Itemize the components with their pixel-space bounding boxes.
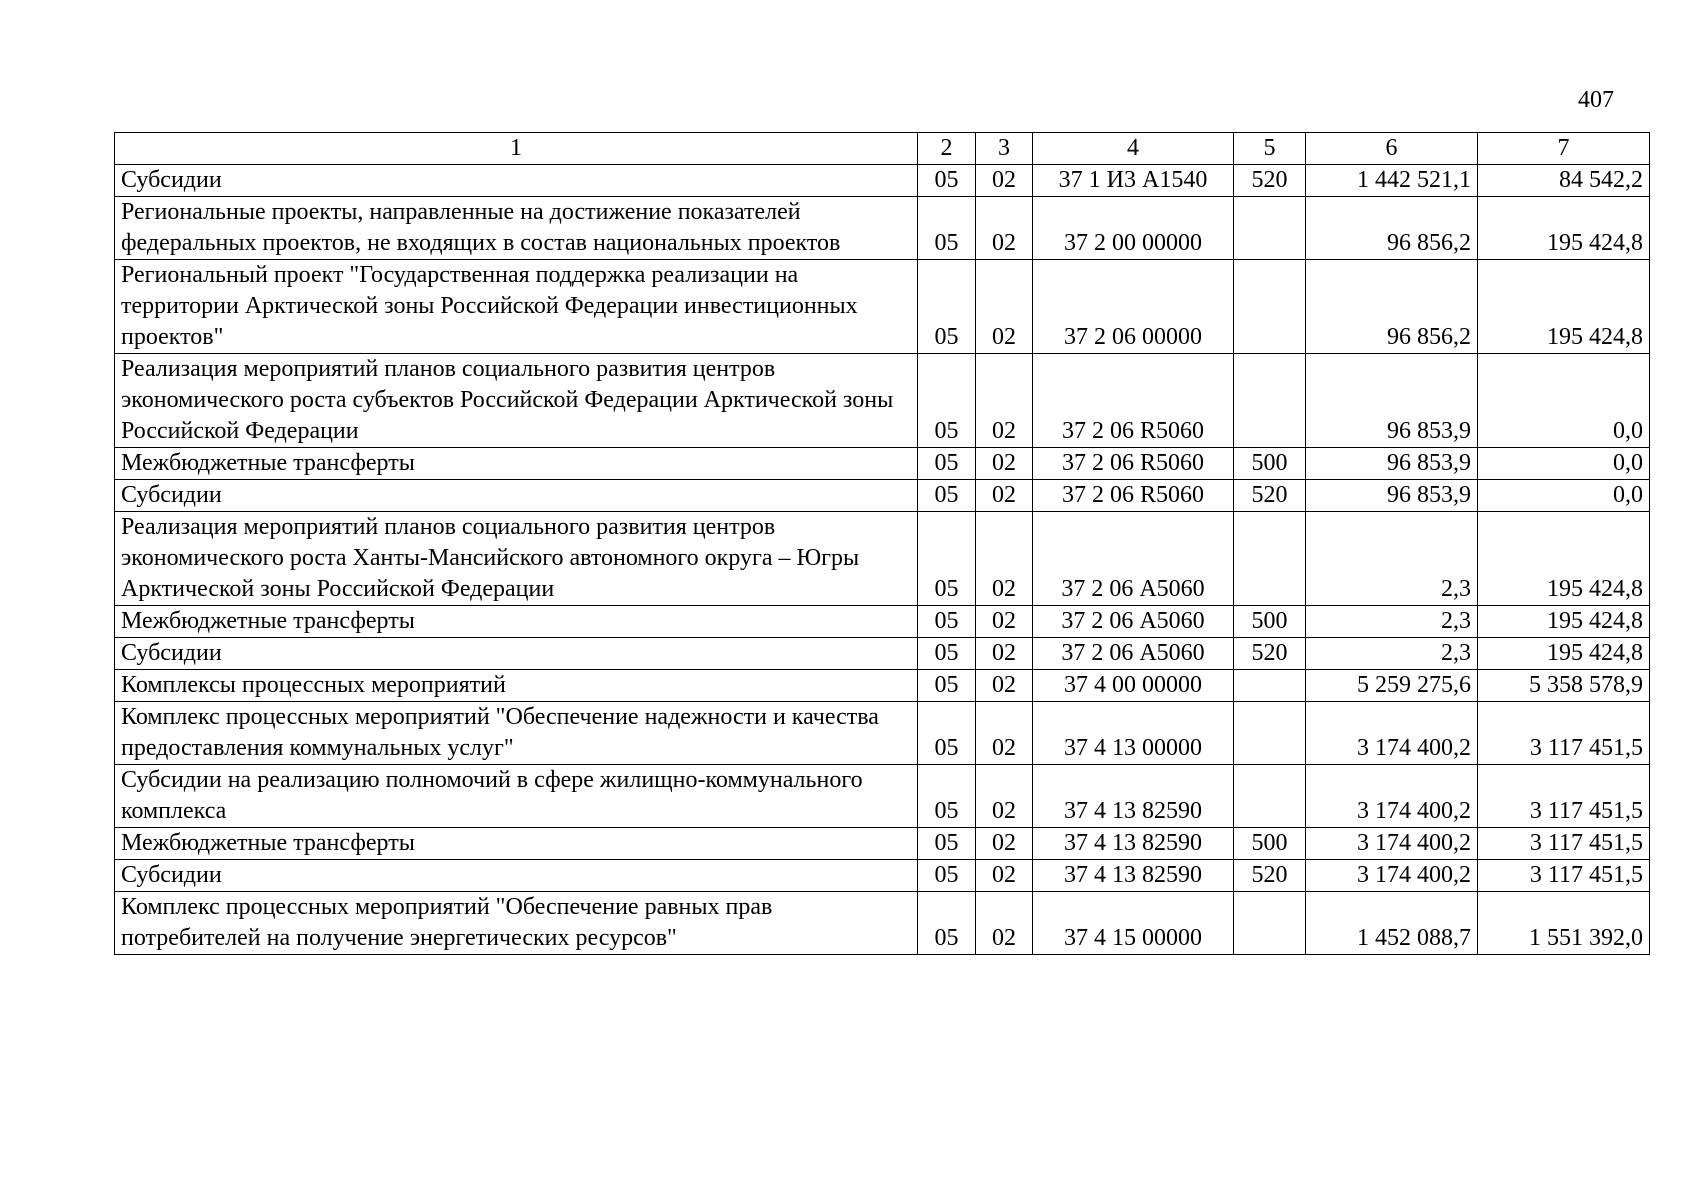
table-row bbox=[115, 448, 1650, 480]
cell-subsection: 02 bbox=[976, 860, 1033, 892]
cell-section: 05 bbox=[918, 765, 976, 828]
cell-section: 05 bbox=[918, 638, 976, 670]
header-col-1: 1 bbox=[115, 133, 918, 165]
cell-expense-type: 500 bbox=[1234, 448, 1306, 480]
cell-expense-type bbox=[1234, 197, 1306, 260]
cell-subsection: 02 bbox=[976, 197, 1033, 260]
table-row bbox=[115, 702, 1650, 765]
cell-expense-type bbox=[1234, 702, 1306, 765]
cell-amount-year-2: 84 542,2 bbox=[1478, 165, 1650, 197]
cell-name: Субсидии bbox=[115, 480, 918, 512]
table-row bbox=[115, 354, 1650, 448]
cell-expense-type: 520 bbox=[1234, 480, 1306, 512]
cell-amount-year-1: 96 856,2 bbox=[1306, 197, 1478, 260]
cell-target-article: 37 4 13 82590 bbox=[1033, 765, 1234, 828]
table-row bbox=[115, 860, 1650, 892]
cell-expense-type bbox=[1234, 765, 1306, 828]
cell-subsection: 02 bbox=[976, 165, 1033, 197]
cell-target-article: 37 4 13 00000 bbox=[1033, 702, 1234, 765]
cell-expense-type: 520 bbox=[1234, 638, 1306, 670]
table-row bbox=[115, 828, 1650, 860]
cell-section: 05 bbox=[918, 860, 976, 892]
cell-name: Межбюджетные трансферты bbox=[115, 828, 918, 860]
table-row bbox=[115, 197, 1650, 260]
table-row bbox=[115, 606, 1650, 638]
budget-table bbox=[114, 132, 1650, 955]
table-row bbox=[115, 670, 1650, 702]
cell-amount-year-1: 1 452 088,7 bbox=[1306, 892, 1478, 955]
cell-name: Межбюджетные трансферты bbox=[115, 448, 918, 480]
cell-target-article: 37 2 06 А5060 bbox=[1033, 606, 1234, 638]
cell-section: 05 bbox=[918, 480, 976, 512]
cell-subsection: 02 bbox=[976, 638, 1033, 670]
cell-target-article: 37 2 06 А5060 bbox=[1033, 512, 1234, 606]
cell-expense-type: 520 bbox=[1234, 860, 1306, 892]
cell-name: Реализация мероприятий планов социального развития центров экономического роста субъектов Российской Федерации Арктической зоны Российской Федерации bbox=[115, 354, 918, 448]
cell-expense-type bbox=[1234, 892, 1306, 955]
cell-section: 05 bbox=[918, 512, 976, 606]
cell-name: Комплекс процессных мероприятий "Обеспечение надежности и качества предоставления коммунальных услуг" bbox=[115, 702, 918, 765]
cell-amount-year-2: 0,0 bbox=[1478, 480, 1650, 512]
cell-expense-type bbox=[1234, 670, 1306, 702]
table-row bbox=[115, 892, 1650, 955]
cell-target-article: 37 4 15 00000 bbox=[1033, 892, 1234, 955]
header-col-7: 7 bbox=[1478, 133, 1650, 165]
cell-amount-year-1: 5 259 275,6 bbox=[1306, 670, 1478, 702]
cell-section: 05 bbox=[918, 606, 976, 638]
cell-subsection: 02 bbox=[976, 892, 1033, 955]
cell-amount-year-2: 5 358 578,9 bbox=[1478, 670, 1650, 702]
cell-name: Субсидии bbox=[115, 638, 918, 670]
table-row bbox=[115, 765, 1650, 828]
cell-subsection: 02 bbox=[976, 670, 1033, 702]
cell-amount-year-1: 96 853,9 bbox=[1306, 448, 1478, 480]
cell-amount-year-1: 2,3 bbox=[1306, 512, 1478, 606]
cell-subsection: 02 bbox=[976, 606, 1033, 638]
cell-target-article: 37 2 06 R5060 bbox=[1033, 354, 1234, 448]
cell-name: Межбюджетные трансферты bbox=[115, 606, 918, 638]
header-col-4: 4 bbox=[1033, 133, 1234, 165]
cell-section: 05 bbox=[918, 260, 976, 354]
cell-amount-year-1: 2,3 bbox=[1306, 638, 1478, 670]
cell-amount-year-1: 3 174 400,2 bbox=[1306, 860, 1478, 892]
cell-section: 05 bbox=[918, 165, 976, 197]
cell-target-article: 37 2 00 00000 bbox=[1033, 197, 1234, 260]
header-col-6: 6 bbox=[1306, 133, 1478, 165]
cell-expense-type: 500 bbox=[1234, 828, 1306, 860]
cell-amount-year-2: 0,0 bbox=[1478, 354, 1650, 448]
cell-amount-year-2: 3 117 451,5 bbox=[1478, 702, 1650, 765]
cell-amount-year-2: 0,0 bbox=[1478, 448, 1650, 480]
cell-target-article: 37 2 06 R5060 bbox=[1033, 480, 1234, 512]
cell-target-article: 37 2 06 00000 bbox=[1033, 260, 1234, 354]
header-col-3: 3 bbox=[976, 133, 1033, 165]
cell-expense-type bbox=[1234, 260, 1306, 354]
cell-amount-year-1: 96 853,9 bbox=[1306, 354, 1478, 448]
table-row bbox=[115, 260, 1650, 354]
header-row bbox=[115, 133, 1650, 165]
table-body bbox=[115, 165, 1650, 955]
table-row bbox=[115, 638, 1650, 670]
cell-section: 05 bbox=[918, 670, 976, 702]
cell-subsection: 02 bbox=[976, 828, 1033, 860]
cell-target-article: 37 1 И3 А1540 bbox=[1033, 165, 1234, 197]
cell-amount-year-2: 3 117 451,5 bbox=[1478, 828, 1650, 860]
cell-subsection: 02 bbox=[976, 354, 1033, 448]
cell-subsection: 02 bbox=[976, 260, 1033, 354]
cell-expense-type bbox=[1234, 512, 1306, 606]
cell-amount-year-2: 3 117 451,5 bbox=[1478, 860, 1650, 892]
cell-amount-year-2: 195 424,8 bbox=[1478, 512, 1650, 606]
cell-name: Субсидии bbox=[115, 860, 918, 892]
cell-name: Субсидии bbox=[115, 165, 918, 197]
cell-amount-year-1: 96 853,9 bbox=[1306, 480, 1478, 512]
cell-expense-type bbox=[1234, 354, 1306, 448]
cell-amount-year-2: 195 424,8 bbox=[1478, 260, 1650, 354]
cell-name: Региональные проекты, направленные на достижение показателей федеральных проектов, не входящих в состав национальных проектов bbox=[115, 197, 918, 260]
cell-amount-year-2: 195 424,8 bbox=[1478, 606, 1650, 638]
cell-amount-year-1: 96 856,2 bbox=[1306, 260, 1478, 354]
cell-name: Субсидии на реализацию полномочий в сфере жилищно-коммунального комплекса bbox=[115, 765, 918, 828]
cell-section: 05 bbox=[918, 448, 976, 480]
cell-section: 05 bbox=[918, 892, 976, 955]
cell-expense-type: 500 bbox=[1234, 606, 1306, 638]
cell-name: Региональный проект "Государственная поддержка реализации на территории Арктической зоны Российской Федерации инвестиционных проектов" bbox=[115, 260, 918, 354]
cell-amount-year-2: 195 424,8 bbox=[1478, 638, 1650, 670]
table-row bbox=[115, 480, 1650, 512]
cell-amount-year-1: 3 174 400,2 bbox=[1306, 702, 1478, 765]
cell-expense-type: 520 bbox=[1234, 165, 1306, 197]
cell-amount-year-2: 195 424,8 bbox=[1478, 197, 1650, 260]
cell-amount-year-2: 1 551 392,0 bbox=[1478, 892, 1650, 955]
cell-target-article: 37 2 06 А5060 bbox=[1033, 638, 1234, 670]
cell-amount-year-1: 2,3 bbox=[1306, 606, 1478, 638]
cell-subsection: 02 bbox=[976, 448, 1033, 480]
table-row bbox=[115, 165, 1650, 197]
cell-amount-year-1: 3 174 400,2 bbox=[1306, 765, 1478, 828]
cell-amount-year-2: 3 117 451,5 bbox=[1478, 765, 1650, 828]
cell-name: Реализация мероприятий планов социального развития центров экономического роста Ханты-Мансийского автономного округа – Югры Арктической зоны Российской Федерации bbox=[115, 512, 918, 606]
cell-section: 05 bbox=[918, 702, 976, 765]
cell-amount-year-1: 3 174 400,2 bbox=[1306, 828, 1478, 860]
cell-target-article: 37 4 13 82590 bbox=[1033, 828, 1234, 860]
cell-section: 05 bbox=[918, 354, 976, 448]
cell-target-article: 37 2 06 R5060 bbox=[1033, 448, 1234, 480]
cell-subsection: 02 bbox=[976, 512, 1033, 606]
cell-subsection: 02 bbox=[976, 480, 1033, 512]
cell-name: Комплексы процессных мероприятий bbox=[115, 670, 918, 702]
page-number: 407 bbox=[1578, 87, 1614, 113]
cell-subsection: 02 bbox=[976, 702, 1033, 765]
cell-amount-year-1: 1 442 521,1 bbox=[1306, 165, 1478, 197]
cell-target-article: 37 4 13 82590 bbox=[1033, 860, 1234, 892]
table-row bbox=[115, 512, 1650, 606]
cell-subsection: 02 bbox=[976, 765, 1033, 828]
cell-section: 05 bbox=[918, 197, 976, 260]
table-header bbox=[115, 133, 1650, 165]
cell-section: 05 bbox=[918, 828, 976, 860]
header-col-2: 2 bbox=[918, 133, 976, 165]
cell-target-article: 37 4 00 00000 bbox=[1033, 670, 1234, 702]
header-col-5: 5 bbox=[1234, 133, 1306, 165]
cell-name: Комплекс процессных мероприятий "Обеспечение равных прав потребителей на получение энергетических ресурсов" bbox=[115, 892, 918, 955]
